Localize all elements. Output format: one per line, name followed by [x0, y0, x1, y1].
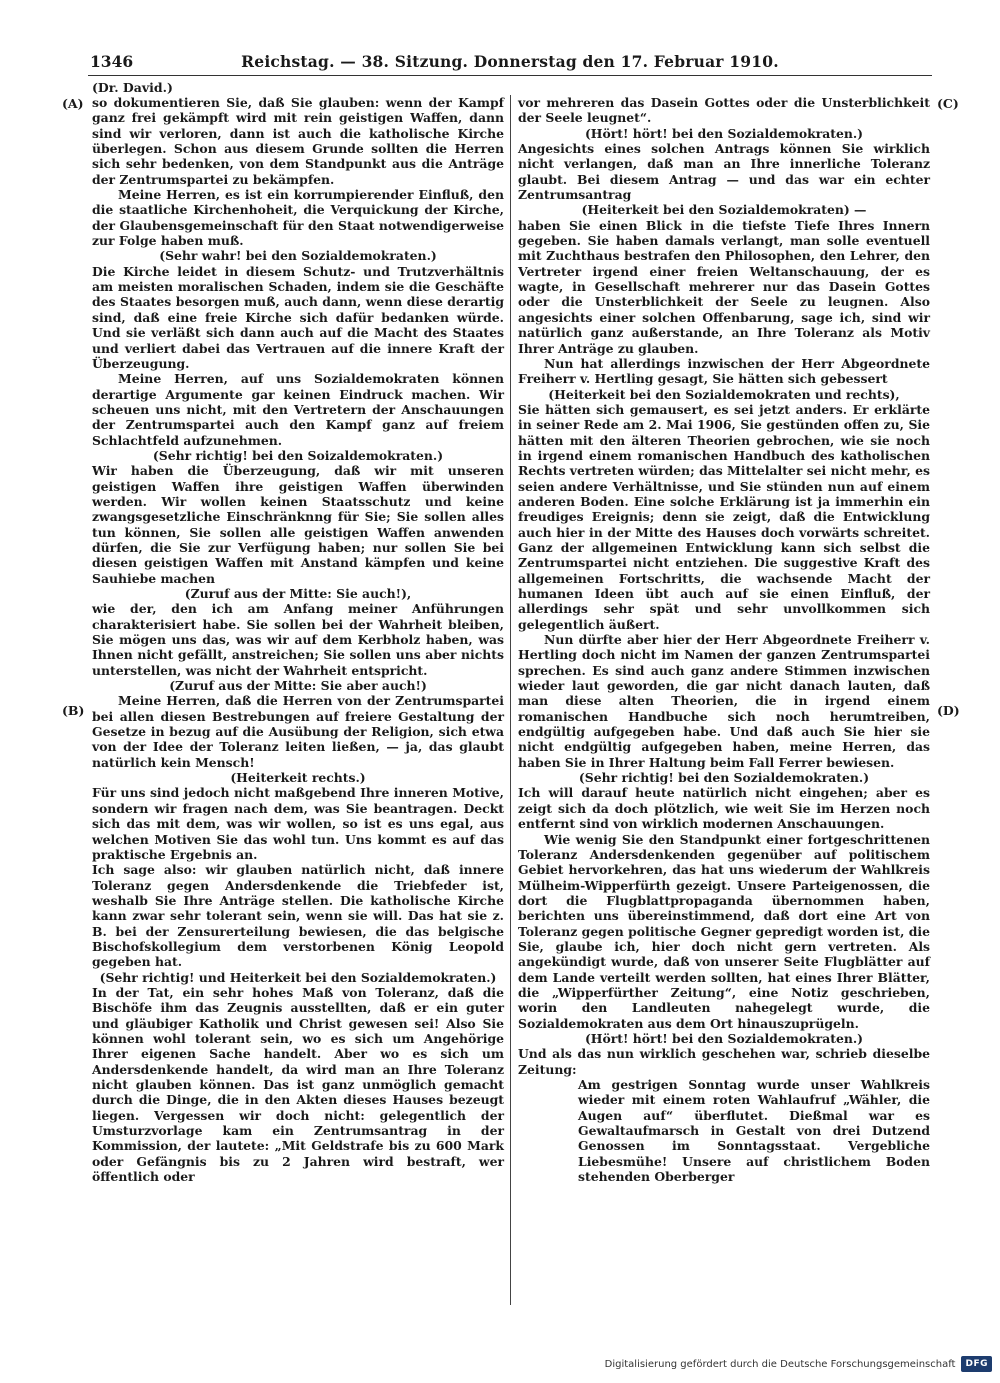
paragraph: Wir haben die Überzeugung, daß wir mit unseren geistigen Waffen ihre geistigen Waffen überwinden werden. Wir wollen keinen Staatsschutz und keine zwangsgesetzliche Einschränknng für Sie; Sie sollen alles tun können, Sie sollen alle geistigen Waffen anwenden dürfen, die Sie zur Verfügung haben; nur sollen Sie bei diesen geistigen Waffen mit Anstand kämpfen und keine Sauhiebe machen: [92, 463, 504, 586]
page-header: [90, 50, 930, 72]
paragraph: wie der, den ich am Anfang meiner Anführungen charakterisiert habe. Sie sollen bei der Wahrheit bleiben, Sie mögen uns das, was wir auf dem Kerbholz haben, was Ihnen nicht gefällt, anstreichen; Sie sollen uns aber nichts unterstellen, was nicht der Wahrheit entspricht.: [92, 601, 504, 678]
speaker-name: (Dr. David.): [92, 80, 173, 95]
margin-mark-a: (A): [62, 96, 84, 111]
paragraph: Ich sage also: wir glauben natürlich nicht, daß innere Toleranz gegen Andersdenkende die Triebfeder ist, weshalb Sie Ihre Anträge stellen. Die katholische Kirche kann zwar sehr tolerant sein, wenn sie will. Das hat sie z. B. bei der Zensurerteilung bewiesen, die das belgische Bischofskollegium dem verstorbenen König Leopold gegeben hat.: [92, 862, 504, 970]
interjection: (Hört! hört! bei den Sozialdemokraten.): [584, 1030, 864, 1046]
paragraph: Meine Herren, daß die Herren von der Zentrumspartei bei allen diesen Bestrebungen auf freiere Gestaltung der Gesetze in bezug auf die Ausübung der Religion, sich etwa von der Idee der Toleranz leiten ließen, — ja, das glaubt natürlich kein Mensch!: [92, 693, 504, 770]
footer-credit-text: Digitalisierung gefördert durch die Deutsche Forschungsgemeinschaft: [604, 1358, 956, 1370]
right-column: [518, 95, 930, 1184]
page-number: 1346: [90, 52, 134, 71]
interjection: (Zuruf aus der Mitte: Sie auch!),: [184, 586, 412, 601]
paragraph: Am gestrigen Sonntag wurde unser Wahlkreis wieder mit einem roten Wahlaufruf „Wähler, die Augen auf“ überflutet. Dießmal war es Gewaltaufmarsch in Gestalt von drei Dutzend Genossen im Sonntagsstaat. Vergebliche Liebesmühe! Unsere auf christlichem Boden stehenden Oberberger: [578, 1077, 930, 1185]
paragraph: Und als das nun wirklich geschehen war, schrieb dieselbe Zeitung:: [518, 1046, 930, 1077]
paragraph: Sie hätten sich gemausert, es sei jetzt anders. Er erklärte in seiner Rede am 2. Mai 1906, Sie gestünden offen zu, Sie hätten mit den älteren Theorien gebrochen, wie sie noch in irgend einem romanischen Handbuch des katholischen Rechts vertreten würden; das Mittelalter sei nicht mehr, es seien andere Verhältnisse, und Sie stünden nun auf einem anderen Boden. Eine solche Erklärung ist ja immerhin ein freudiges Ereignis; denn sie zeigt, daß die Entwicklung auch hier in der Mitte des Hauses doch vorwärts schreitet. Ganz der allgemeinen Entwicklung kann sich selbst die Zentrumspartei nicht entziehen. Die suggestive Kraft des allgemeinen Fortschritts, die wachsende Macht der humanen Ideen übt auch auf sie einen Einfluß, der allerdings sehr spät und sehr unvollkommen sich gelegentlich äußert.: [518, 401, 930, 632]
margin-mark-b: (B): [62, 703, 85, 718]
interjection: (Sehr richtig! und Heiterkeit bei den Sozialdemokraten.): [99, 969, 497, 985]
paragraph: vor mehreren das Dasein Gottes oder die Unsterblichkeit der Seele leugnet“.: [518, 95, 930, 126]
paragraph: Meine Herren, auf uns Sozialdemokraten können derartige Argumente gar keinen Eindruck machen. Wir scheuen uns nicht, mit den Vertretern der Anschauungen der Zentrumspartei auch den Kampf ganz auf freiem Schlachtfeld aufzunehmen.: [92, 371, 504, 448]
interjection: (Heiterkeit bei den Sozialdemokraten und rechts),: [548, 386, 900, 402]
paragraph: Nun dürfte aber hier der Herr Abgeordnete Freiherr v. Hertling doch nicht im Namen der ganzen Zentrumspartei sprechen. Es sind auch ganz andere Stimmen inzwischen wieder laut geworden, die gar nicht danach lauten, daß man diese alten Theorien, die in irgend einem romanischen Handbuche sich noch herumtreiben, endgültig aufgegeben habe. Und daß auch Sie hier sie nicht endgültig aufgegeben haben, meine Herren, das haben Sie in Ihrer Haltung beim Fall Ferrer bewiesen.: [518, 632, 930, 770]
margin-mark-c: (C): [937, 96, 959, 111]
margin-mark-d: (D): [937, 703, 960, 718]
interjection: (Heiterkeit rechts.): [230, 770, 366, 786]
paragraph: In der Tat, ein sehr hohes Maß von Toleranz, daß die Bischöfe ihm das Zeugnis ausstellten, daß er ein guter und gläubiger Katholik und Christ gewesen sei! Also Sie können wohl tolerant sein, wo es sich um Angehörige Ihrer eigenen Sache handelt. Aber wo es sich um Andersdenkende handelt, da wird man an Ihre Toleranz nicht glauben können. Das ist ganz unmöglich gemacht durch die Dinge, die in den Akten dieses Hauses bezeugt liegen. Vergessen wir doch nicht: gelegentlich der Umsturzvorlage kam ein Zentrumsantrag in der Kommission, der lautete: „Mit Geldstrafe bis zu 600 Mark oder Gefängnis bis zu 2 Jahren wird bestraft, wer öffentlich oder: [92, 984, 504, 1185]
header-rule: [88, 75, 932, 76]
paragraph: Nun hat allerdings inzwischen der Herr Abgeordnete Freiherr v. Hertling gesagt, Sie hätten sich gebessert: [518, 355, 930, 387]
dfg-logo: DFG: [961, 1356, 992, 1372]
paragraph: Die Kirche leidet in diesem Schutz- und Trutzverhältnis am meisten moralischen Schaden, indem sie die Geschäfte des Staates besorgen muß, auch dann, wenn diese derartig sind, daß eine freie Kirche sich dafür bedanken würde. Und sie verläßt sich dann auch auf die Macht des Staates und verliert dabei das Vertrauen auf die innere Kraft der Überzeugung.: [92, 263, 504, 371]
paragraph: Wie wenig Sie den Standpunkt einer fortgeschrittenen Toleranz Andersdenkenden gegenüber auf politischem Gebiet hervorkehren, das hat uns wiederum der Wahlkreis Mülheim-Wipperfürth gezeigt. Unsere Parteigenossen, die dort die Flugblattpropaganda übernommen haben, berichten uns übereinstimmend, daß dort eine Art von Toleranz gegen politische Gegner gepredigt worden ist, die Sie, glaube ich, hier doch nicht gern vertreten. Als angekündigt wurde, daß von unserer Seite Flugblätter auf dem Lande verteilt werden sollten, hat eines Ihrer Blätter, die „Wipperfürther Zeitung“, eine Notiz geschrieben, worin den Landleuten nahegelegt wurde, die Sozialdemokraten aus dem Ort hinauszuprügeln.: [518, 831, 930, 1031]
paragraph: so dokumentieren Sie, daß Sie glauben: wenn der Kampf ganz frei gekämpft wird mit rein geistigen Waffen, dann sind wir verloren, dann ist auch die katholische Kirche überlegen. Schon aus diesem Grunde sollten die Herren sich sehr bedenken, von dem Standpunkt aus die Anträge der Zentrumspartei zu bekämpfen.: [92, 95, 504, 187]
column-divider: [510, 95, 511, 1305]
running-title: Reichstag. — 38. Sitzung. Donnerstag den 17. Februar 1910.: [241, 52, 779, 71]
interjection: (Sehr richtig! bei den Soizaldemokraten.): [152, 447, 444, 463]
interjection: (Sehr wahr! bei den Sozialdemokraten.): [159, 248, 437, 264]
paragraph: Meine Herren, es ist ein korrumpierender Einfluß, den die staatliche Kirchenhoheit, die Verquickung der Kirche, der Glaubensgemeinschaft für den Staat notwendigerweise zur Folge haben muß.: [92, 187, 504, 249]
paragraph: Angesichts eines solchen Antrags können Sie wirklich nicht verlangen, daß man an Ihre innerliche Toleranz glaubt. Bei diesem Antrag — und das war ein echter Zentrumsantrag: [518, 141, 930, 203]
interjection: (Sehr richtig! bei den Sozialdemokraten.): [578, 770, 870, 786]
left-column: [92, 95, 504, 1184]
interjection: (Zuruf aus der Mitte: Sie aber auch!): [169, 678, 427, 694]
paragraph: haben Sie einen Blick in die tiefste Tiefe Ihres Innern gegeben. Sie haben damals verlangt, man solle eventuell mit Zuchthaus bestrafen den Philosophen, den Lehrer, den Vertreter irgend einer freien Weltanschauung, der es wagte, in Gesellschaft mehrerer nur das Dasein Gottes oder die Unsterblichkeit der Seele zu leugnen. Also angesichts einer solchen Offenbarung, sage ich, sind wir natürlich ganz außerstande, an Ihre Toleranz als Motiv Ihrer Anträge zu glauben.: [518, 217, 930, 356]
paragraph: Für uns sind jedoch nicht maßgebend Ihre inneren Motive, sondern wir fragen nach dem, was Sie beantragen. Deckt sich das mit dem, was wir wollen, so ist es uns egal, aus welchen Motiven Sie das wohl tun. Uns kommt es auf das praktische Ergebnis an.: [92, 785, 504, 862]
paragraph: Ich will darauf heute natürlich nicht eingehen; aber es zeigt sich da doch plötzlich, wie weit Sie im Herzen noch entfernt sind von wirklich modernen Anschauungen.: [518, 785, 930, 832]
interjection: (Hört! hört! bei den Sozialdemokraten.): [584, 125, 864, 141]
interjection: (Heiterkeit bei den Sozialdemokraten) —: [581, 202, 867, 218]
footer-credit: [605, 1353, 992, 1375]
